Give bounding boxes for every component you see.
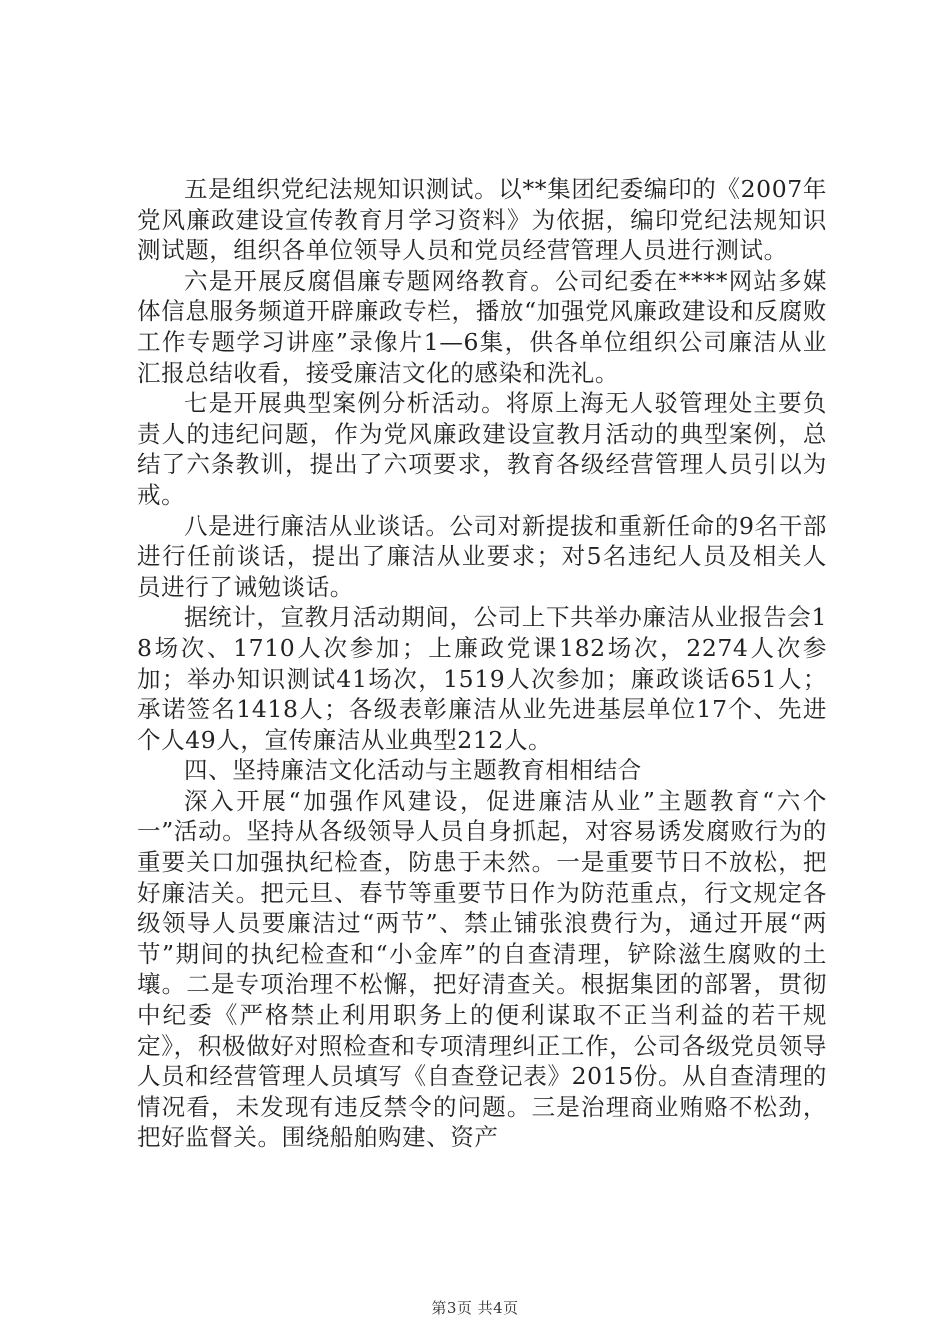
paragraph-network-education: 六是开展反腐倡廉专题网络教育。公司纪委在****网站多媒体信息服务频道开辟廉政专栏，播放“加强党风廉政建设和反腐败工作专题学习讲座”录像片1—6集，供各单位组织公司廉洁从业汇报总结收看，接受廉洁文化的感染和洗礼。 (137, 266, 827, 387)
document-body (137, 174, 827, 1153)
paragraph-case-analysis: 七是开展典型案例分析活动。将原上海无人驳管理处主要负责人的违纪问题，作为党风廉政建设宣教月活动的典型案例，总结了六条教训，提出了六项要求，教育各级经营管理人员引以为戒。 (137, 389, 827, 509)
paragraph-integrity-talk: 八是进行廉洁从业谈话。公司对新提拔和重新任命的9名干部进行任前谈话，提出了廉洁从业要求；对5名违纪人员及相关人员进行了诫勉谈话。 (137, 511, 827, 601)
page-footer: 第3页 共4页 (431, 1299, 519, 1317)
paragraph-theme-education: 深入开展“加强作风建设，促进廉洁从业”主题教育“六个一”活动。坚持从各级领导人员自身抓起，对容易诱发腐败行为的重要关口加强执纪检查，防患于未然。一是重要节日不放松，把好廉洁关。把元旦、春节等重要节日作为防范重点，行文规定各级领导人员要廉洁过“两节”、禁止铺张浪费行为，通过开展“两节”期间的执纪检查和“小金库”的自查清理，铲除滋生腐败的土壤。二是专项治理不松懈，把好清查关。根据集团的部署，贯彻中纪委《严格禁止利用职务上的便利谋取不正当利益的若干规定》，积极做好对照检查和专项清理纠正工作，公司各级党员领导人员和经营管理人员填写《自查登记表》2015份。从自查清理的情况看，未发现有违反禁令的问题。三是治理商业贿赂不松劲，把好监督关。围绕船舶购建、资产 (137, 786, 827, 1152)
paragraph-knowledge-test: 五是组织党纪法规知识测试。以**集团纪委编印的《2007年党风廉政建设宣传教育月学习资料》为依据，编印党纪法规知识测试题，组织各单位领导人员和党员经营管理人员进行测试。 (137, 175, 827, 265)
paragraph-statistics: 据统计，宣教月活动期间，公司上下共举办廉洁从业报告会18场次、1710人次参加；上廉政党课182场次，2274人次参加；举办知识测试41场次，1519人次参加；廉政谈话651人；承诺签名1418人；各级表彰廉洁从业先进基层单位17个、先进个人49人，宣传廉洁从业典型212人。 (137, 603, 827, 754)
section-heading: 四、坚持廉洁文化活动与主题教育相相结合 (184, 756, 642, 785)
